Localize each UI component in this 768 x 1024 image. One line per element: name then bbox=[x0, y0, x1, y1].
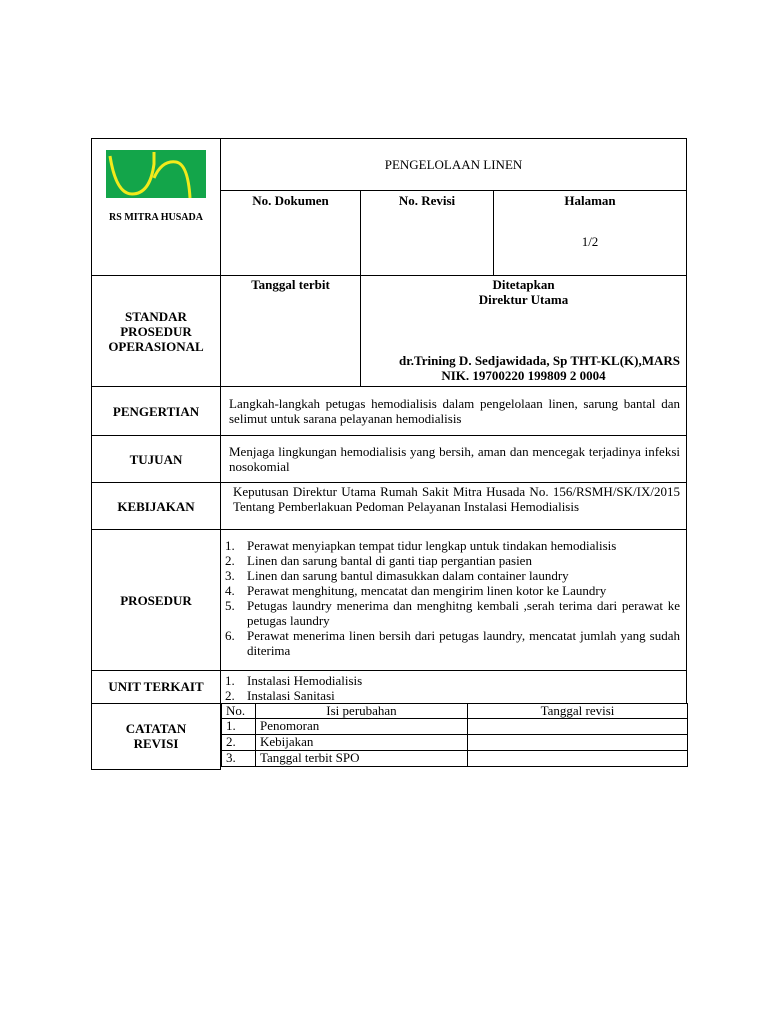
sop-label-line3: OPERASIONAL bbox=[108, 338, 204, 354]
prosedur-list-cell bbox=[221, 530, 687, 671]
signer-nik: NIK. 19700220 199809 2 0004 bbox=[441, 368, 606, 383]
prosedur-item bbox=[221, 598, 680, 628]
unit-terkait-item-number: 2. bbox=[225, 688, 235, 703]
hospital-logo bbox=[106, 150, 206, 198]
revision-row-tanggal bbox=[468, 735, 688, 751]
prosedur-list bbox=[221, 538, 686, 658]
direktur-label: Direktur Utama bbox=[478, 292, 569, 307]
sop-label-line2: PROSEDUR bbox=[120, 323, 192, 339]
document-title: PENGELOLAAN LINEN bbox=[384, 157, 523, 172]
hospital-logo-icon bbox=[106, 150, 206, 198]
prosedur-item bbox=[221, 628, 680, 658]
prosedur-item-number: 1. bbox=[225, 538, 235, 553]
tujuan-text: Menjaga lingkungan hemodialisis yang bersih, aman dan mencegak terjadinya infeksi nosokomial bbox=[229, 444, 680, 474]
revision-row bbox=[222, 735, 688, 751]
revision-row bbox=[222, 751, 688, 767]
prosedur-item-number: 2. bbox=[225, 553, 235, 568]
revision-table-cell bbox=[221, 703, 687, 769]
sop-document bbox=[91, 138, 686, 770]
sop-table bbox=[91, 138, 687, 770]
revision-row-no: 2. bbox=[222, 735, 256, 751]
tanggal-terbit-cell bbox=[221, 276, 361, 387]
unit-terkait-label-cell bbox=[92, 671, 221, 704]
document-title-cell bbox=[221, 139, 687, 191]
logo-cell bbox=[92, 139, 221, 276]
revision-row bbox=[222, 719, 688, 735]
tujuan-label-cell bbox=[92, 436, 221, 483]
prosedur-item-text: Petugas laundry menerima dan menghitng kembali ,serah terima dari perawat ke petugas laundry bbox=[247, 598, 680, 628]
prosedur-item bbox=[221, 568, 680, 583]
sop-label-line1: STANDAR bbox=[125, 308, 187, 324]
revision-header-no: No. bbox=[222, 704, 256, 719]
revision-row-no: 3. bbox=[222, 751, 256, 767]
prosedur-item bbox=[221, 538, 680, 553]
revision-table bbox=[221, 703, 688, 767]
halaman-value: 1/2 bbox=[581, 234, 599, 249]
sop-label-cell bbox=[92, 276, 221, 387]
pengertian-text-cell bbox=[221, 387, 687, 436]
tanggal-terbit-label: Tanggal terbit bbox=[251, 277, 330, 292]
catatan-revisi-label-cell bbox=[92, 703, 221, 769]
prosedur-item-text: Linen dan sarung bantul dimasukkan dalam container laundry bbox=[247, 568, 569, 583]
prosedur-item bbox=[221, 583, 680, 598]
kebijakan-text-cell bbox=[221, 483, 687, 530]
prosedur-item bbox=[221, 553, 680, 568]
prosedur-item-number: 4. bbox=[225, 583, 235, 598]
prosedur-label: PROSEDUR bbox=[120, 592, 192, 608]
revision-row-isi: Tanggal terbit SPO bbox=[256, 751, 468, 767]
revision-row-isi: Penomoran bbox=[256, 719, 468, 735]
no-dokumen-cell bbox=[221, 191, 361, 276]
prosedur-item-text: Linen dan sarung bantal di ganti tiap pergantian pasien bbox=[247, 553, 532, 568]
prosedur-item-text: Perawat menghitung, mencatat dan mengirim linen kotor ke Laundry bbox=[247, 583, 607, 598]
unit-terkait-item-text: Instalasi Hemodialisis bbox=[247, 673, 363, 688]
tujuan-label: TUJUAN bbox=[129, 451, 183, 467]
revision-row-tanggal bbox=[468, 719, 688, 735]
pengertian-label: PENGERTIAN bbox=[112, 403, 200, 419]
ditetapkan-cell bbox=[361, 276, 687, 387]
unit-terkait-label: UNIT TERKAIT bbox=[108, 679, 204, 695]
prosedur-item-text: Perawat menerima linen bersih dari petugas laundry, mencatat jumlah yang sudah diterima bbox=[247, 628, 680, 658]
tujuan-text-cell bbox=[221, 436, 687, 483]
unit-terkait-item-text: Instalasi Sanitasi bbox=[247, 688, 335, 703]
no-dokumen-label: No. Dokumen bbox=[252, 193, 329, 208]
no-revisi-cell bbox=[361, 191, 494, 276]
prosedur-item-text: Perawat menyiapkan tempat tidur lengkap untuk tindakan hemodialisis bbox=[247, 538, 617, 553]
prosedur-item-number: 5. bbox=[225, 598, 235, 613]
unit-terkait-item bbox=[221, 688, 680, 703]
no-revisi-label: No. Revisi bbox=[398, 193, 456, 208]
revision-header-tanggal: Tanggal revisi bbox=[468, 704, 688, 719]
ditetapkan-label: Ditetapkan bbox=[492, 277, 555, 292]
catatan-revisi-label-line2: REVISI bbox=[133, 736, 179, 751]
revision-row-tanggal bbox=[468, 751, 688, 767]
prosedur-item-number: 6. bbox=[225, 628, 235, 643]
revision-header-isi: Isi perubahan bbox=[256, 704, 468, 719]
signer-name: dr.Trining D. Sedjawidada, Sp THT-KL(K),MARS bbox=[398, 353, 680, 368]
prosedur-item-number: 3. bbox=[225, 568, 235, 583]
catatan-revisi-label-line1: CATATAN bbox=[125, 721, 187, 736]
kebijakan-label: KEBIJAKAN bbox=[117, 498, 195, 514]
revision-row-no: 1. bbox=[222, 719, 256, 735]
kebijakan-label-cell bbox=[92, 483, 221, 530]
kebijakan-text: Keputusan Direktur Utama Rumah Sakit Mitra Husada No. 156/RSMH/SK/IX/2015 Tentang Pemberlakuan Pedoman Pelayanan Instalasi Hemodialisis bbox=[233, 484, 680, 514]
unit-terkait-list-cell bbox=[221, 671, 687, 704]
pengertian-label-cell bbox=[92, 387, 221, 436]
halaman-cell bbox=[494, 191, 687, 276]
pengertian-text: Langkah-langkah petugas hemodialisis dalam pengelolaan linen, sarung bantal dan selimut untuk sarana pelayanan hemodialisis bbox=[229, 396, 680, 426]
unit-terkait-item-number: 1. bbox=[225, 673, 235, 688]
hospital-name: RS MITRA HUSADA bbox=[109, 212, 203, 223]
revision-row-isi: Kebijakan bbox=[256, 735, 468, 751]
halaman-label: Halaman bbox=[564, 193, 616, 208]
unit-terkait-list bbox=[221, 673, 686, 703]
unit-terkait-item bbox=[221, 673, 680, 688]
prosedur-label-cell bbox=[92, 530, 221, 671]
